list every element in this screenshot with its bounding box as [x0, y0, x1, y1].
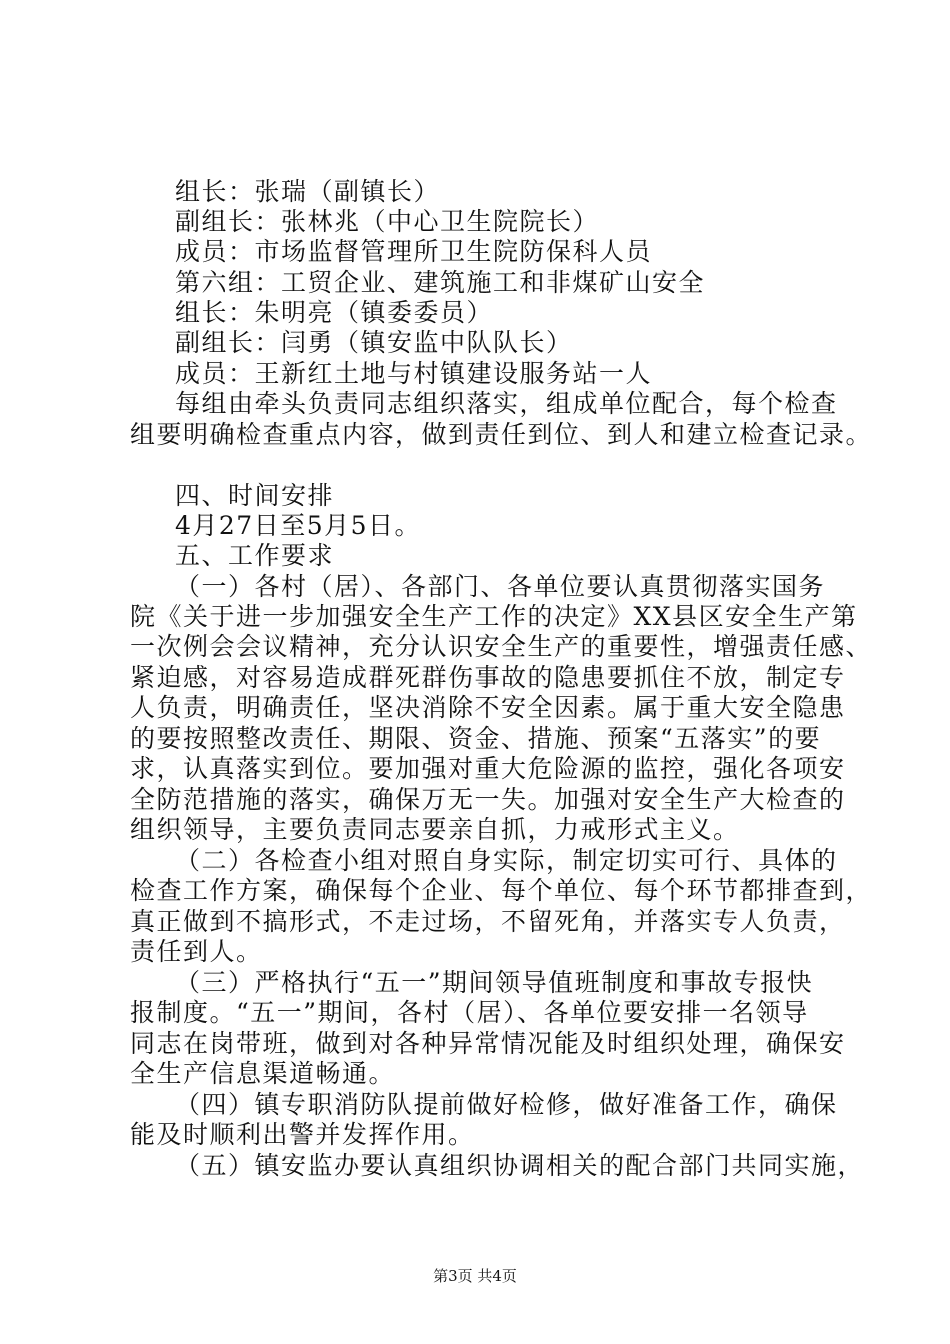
- text-line: 同志在岗带班，做到对各种异常情况能及时组织处理，确保安: [130, 1029, 846, 1058]
- section-heading: 五、工作要求: [175, 541, 335, 570]
- page-footer: 第3页 共4页: [433, 1267, 517, 1285]
- text-line: （五）镇安监办要认真组织协调相关的配合部门共同实施，: [175, 1151, 865, 1180]
- text-line: 全生产信息渠道畅通。: [130, 1059, 396, 1088]
- text-line: 副组长：张林兆（中心卫生院院长）: [175, 207, 600, 236]
- text-line: 一次例会会议精神，充分认识安全生产的重要性，增强责任感、: [130, 632, 873, 661]
- text-line: 真正做到不搞形式，不走过场，不留死角，并落实专人负责，: [130, 907, 846, 936]
- section-heading: 第六组：工贸企业、建筑施工和非煤矿山安全: [175, 268, 706, 297]
- text-line: 报制度。“五一”期间，各村（居）、各单位要安排一名领导: [130, 998, 809, 1027]
- text-line: 每组由牵头负责同志组织落实，组成单位配合，每个检查: [175, 389, 838, 418]
- text-line: 组织领导，主要负责同志要亲自抓，力戒形式主义。: [130, 815, 740, 844]
- text-line: 能及时顺利出警并发挥作用。: [130, 1120, 475, 1149]
- text-line: （二）各检查小组对照自身实际，制定切实可行、具体的: [175, 846, 838, 875]
- text-line: 全防范措施的落实，确保万无一失。加强对安全生产大检查的: [130, 785, 846, 814]
- text-line: 成员：市场监督管理所卫生院防保科人员: [175, 237, 653, 266]
- text-line: 4月27日至5月5日。: [175, 511, 422, 540]
- text-line: 责任到人。: [130, 937, 263, 966]
- text-line: 组长：张瑞（副镇长）: [175, 177, 441, 206]
- text-line: 成员：王新红土地与村镇建设服务站一人: [175, 359, 653, 388]
- text-line: 求，认真落实到位。要加强对重大危险源的监控，强化各项安: [130, 754, 846, 783]
- section-heading: 四、时间安排: [175, 481, 335, 510]
- text-line: 副组长：闫勇（镇安监中队队长）: [175, 328, 573, 357]
- text-line: 检查工作方案，确保每个企业、每个单位、每个环节都排查到，: [130, 876, 873, 905]
- text-line: 紧迫感，对容易造成群死群伤事故的隐患要抓住不放，制定专: [130, 663, 846, 692]
- text-line: 组长：朱明亮（镇委委员）: [175, 298, 494, 327]
- text-line: （三）严格执行“五一”期间领导值班制度和事故专报快: [175, 968, 814, 997]
- text-line: 的要按照整改责任、期限、资金、措施、预案“五落实”的要: [130, 724, 822, 753]
- text-line: 组要明确检查重点内容，做到责任到位、到人和建立检查记录。: [130, 420, 873, 449]
- text-line: （四）镇专职消防队提前做好检修，做好准备工作，确保: [175, 1090, 838, 1119]
- text-line: （一）各村（居）、各部门、各单位要认真贯彻落实国务: [175, 572, 826, 601]
- text-line: 院《关于进一步加强安全生产工作的决定》XX县区安全生产第: [130, 602, 858, 631]
- text-line: 人负责，明确责任，坚决消除不安全因素。属于重大安全隐患: [130, 693, 846, 722]
